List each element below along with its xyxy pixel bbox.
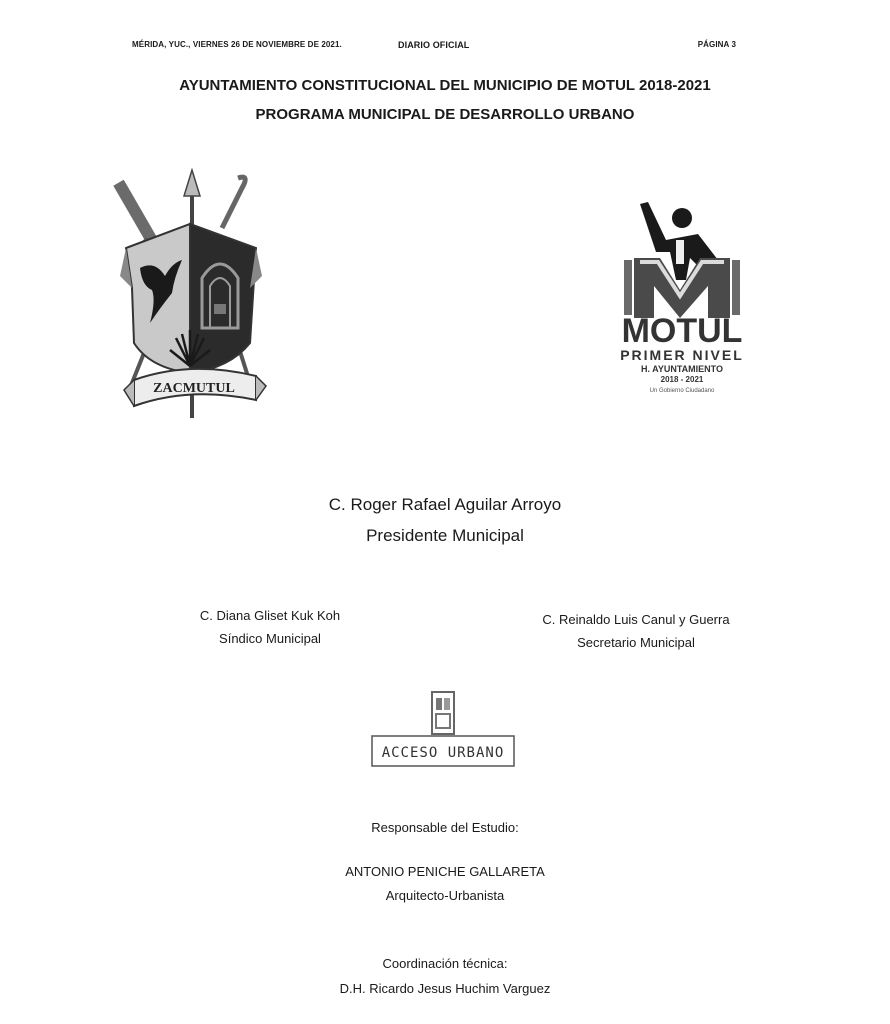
responsible-name: ANTONIO PENICHE GALLARETA [345,864,545,879]
crest-banner-text: ZACMUTUL [153,381,235,396]
logo-tagline: PRIMER NIVEL [620,347,744,363]
municipal-coat-of-arms [110,168,270,428]
header-page-number: PÁGINA 3 [697,40,736,49]
logo-motul-text: MOTUL [621,312,743,350]
document-title: AYUNTAMIENTO CONSTITUCIONAL DEL MUNICIPIO DE MOTUL 2018-2021 [179,77,711,94]
secretario-block [526,612,746,650]
coordination-label: Coordinación técnica: [382,956,508,971]
acceso-urbano-text: ACCESO URBANO [381,745,505,761]
crest-banner [124,369,266,406]
sindico-name: C. Diana Gliset Kuk Koh [199,608,341,623]
motul-ayuntamiento-logo [600,200,760,400]
responsible-title: Arquitecto-Urbanista [385,888,505,903]
logo-years: 2018 - 2021 [660,375,704,384]
responsible-label: Responsable del Estudio: [371,820,519,835]
building-mark-icon [432,692,454,734]
president-title: Presidente Municipal [366,526,524,545]
sindico-block [170,608,370,646]
document-subtitle: PROGRAMA MUNICIPAL DE DESARROLLO URBANO [255,106,635,123]
secretario-title: Secretario Municipal [577,635,695,650]
header-publication: DIARIO OFICIAL [398,40,470,50]
secretario-name: C. Reinaldo Luis Canul y Guerra [542,612,730,627]
sindico-title: Síndico Municipal [219,631,321,646]
header-date: MÉRIDA, YUC., VIERNES 26 DE NOVIEMBRE DE 2021. [132,40,342,49]
coordination-name: D.H. Ricardo Jesus Huchim Varguez [339,981,551,996]
acceso-urbano-logo [370,690,516,768]
president-name: C. Roger Rafael Aguilar Arroyo [328,495,562,514]
hook-icon [222,177,245,228]
logo-slogan: Un Gobierno Ciudadano [649,388,715,394]
logo-ayuntamiento: H. AYUNTAMIENTO [640,364,724,374]
